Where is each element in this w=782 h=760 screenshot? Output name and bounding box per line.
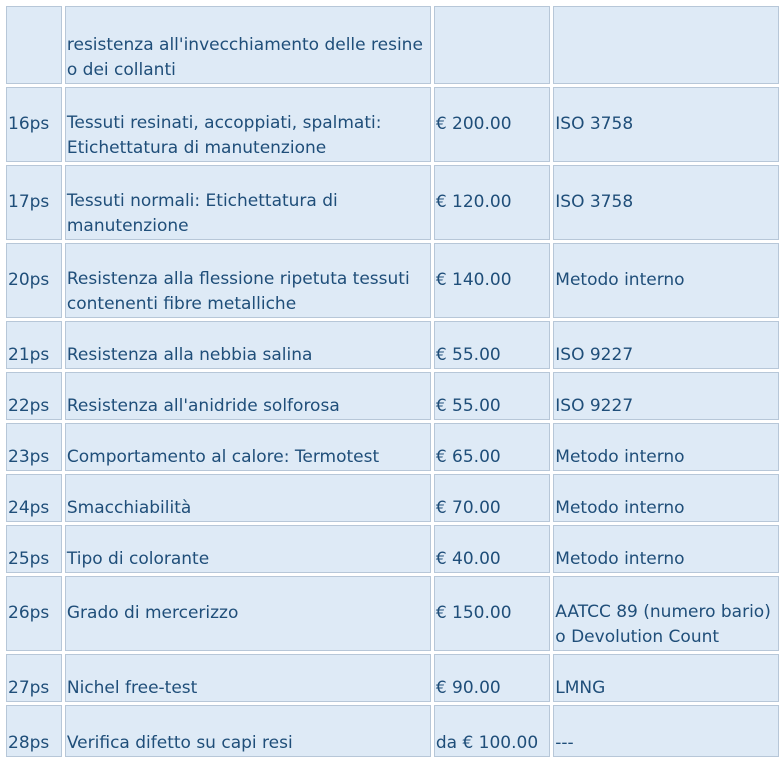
test-description-cell: Nichel free-test: [65, 654, 431, 702]
table-row: [6, 87, 779, 162]
table-row: [6, 654, 779, 702]
table-row: [6, 372, 779, 420]
test-description-cell: Tessuti resinati, accoppiati, spalmati: Etichettatura di manutenzione: [65, 87, 431, 162]
test-description-cell: Tipo di colorante: [65, 525, 431, 573]
standard-cell: Metodo interno: [553, 474, 779, 522]
table-row: [6, 321, 779, 369]
test-description-cell: Grado di mercerizzo: [65, 576, 431, 651]
price-cell: € 150.00: [434, 576, 550, 651]
test-code-cell: 17ps: [6, 165, 62, 240]
table-row: [6, 165, 779, 240]
test-code-cell: 20ps: [6, 243, 62, 318]
standard-cell: Metodo interno: [553, 525, 779, 573]
table-row: [6, 576, 779, 651]
test-code-cell: 24ps: [6, 474, 62, 522]
price-cell: € 90.00: [434, 654, 550, 702]
test-code-cell: [6, 6, 62, 84]
standard-cell: LMNG: [553, 654, 779, 702]
test-code-cell: 25ps: [6, 525, 62, 573]
standard-cell: ISO 9227: [553, 321, 779, 369]
price-cell: € 55.00: [434, 372, 550, 420]
test-description-cell: Verifica difetto su capi resi: [65, 705, 431, 757]
price-cell: € 120.00: [434, 165, 550, 240]
test-code-cell: 28ps: [6, 705, 62, 757]
standard-cell: AATCC 89 (numero bario) o Devolution Count: [553, 576, 779, 651]
test-code-cell: 26ps: [6, 576, 62, 651]
standard-cell: Metodo interno: [553, 423, 779, 471]
table-row: [6, 525, 779, 573]
table-row: [6, 474, 779, 522]
table-row: [6, 6, 779, 84]
standard-cell: ISO 9227: [553, 372, 779, 420]
test-code-cell: 27ps: [6, 654, 62, 702]
price-cell: € 40.00: [434, 525, 550, 573]
test-code-cell: 23ps: [6, 423, 62, 471]
test-description-cell: Resistenza alla nebbia salina: [65, 321, 431, 369]
price-cell: € 70.00: [434, 474, 550, 522]
price-list-body: [6, 6, 779, 757]
test-description-cell: Smacchiabilità: [65, 474, 431, 522]
test-description-cell: Resistenza alla flessione ripetuta tessuti contenenti fibre metalliche: [65, 243, 431, 318]
price-list-table: [3, 3, 782, 760]
standard-cell: [553, 6, 779, 84]
table-row: [6, 705, 779, 757]
price-cell: € 140.00: [434, 243, 550, 318]
standard-cell: ISO 3758: [553, 165, 779, 240]
test-code-cell: 16ps: [6, 87, 62, 162]
table-row: [6, 423, 779, 471]
standard-cell: ---: [553, 705, 779, 757]
price-cell: € 65.00: [434, 423, 550, 471]
test-description-cell: resistenza all'invecchiamento delle resine o dei collanti: [65, 6, 431, 84]
price-cell: da € 100.00: [434, 705, 550, 757]
price-cell: [434, 6, 550, 84]
price-cell: € 200.00: [434, 87, 550, 162]
table-row: [6, 243, 779, 318]
test-code-cell: 22ps: [6, 372, 62, 420]
standard-cell: ISO 3758: [553, 87, 779, 162]
test-description-cell: Comportamento al calore: Termotest: [65, 423, 431, 471]
test-code-cell: 21ps: [6, 321, 62, 369]
test-description-cell: Resistenza all'anidride solforosa: [65, 372, 431, 420]
price-cell: € 55.00: [434, 321, 550, 369]
test-description-cell: Tessuti normali: Etichettatura di manutenzione: [65, 165, 431, 240]
standard-cell: Metodo interno: [553, 243, 779, 318]
